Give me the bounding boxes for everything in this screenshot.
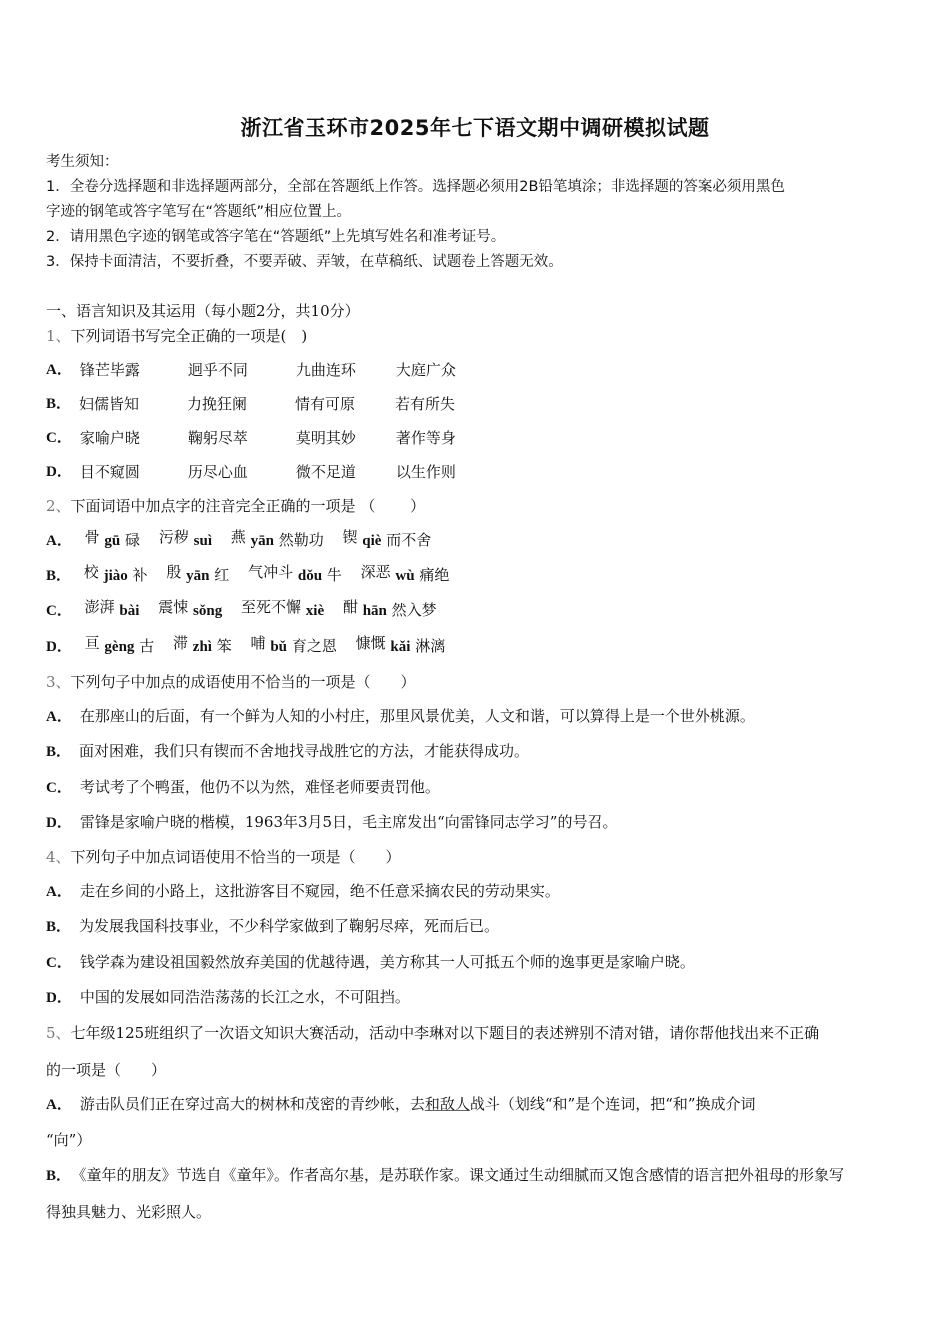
word-char: 亘 bbox=[84, 634, 100, 652]
option-letter: C． bbox=[46, 780, 72, 796]
option-letter: B． bbox=[46, 744, 72, 760]
q4-option-a[interactable] bbox=[46, 881, 560, 902]
pinyin: yān bbox=[186, 568, 210, 584]
option-word: 大庭广众 bbox=[395, 361, 456, 379]
question-text: 下列词语书写完全正确的一项是( ) bbox=[70, 327, 308, 345]
question-5-stem-cont: 的一项是（ ） bbox=[46, 1061, 167, 1079]
option-text: 考试考了个鸭蛋，他仍不以为然，难怪老师要责罚他。 bbox=[79, 778, 440, 796]
pinyin: sǒng bbox=[193, 603, 223, 619]
option-word: 妇儒皆知 bbox=[79, 395, 140, 413]
q1-option-d[interactable] bbox=[46, 462, 504, 482]
notice-item-2: 2．请用黑色字迹的钢笔或答字笔在“答题纸”上先填写姓名和准考证号。 bbox=[46, 229, 506, 245]
option-letter: A． bbox=[46, 362, 72, 378]
question-text: 下列句子中加点词语使用不恰当的一项是（ ） bbox=[70, 848, 401, 866]
word-char: 锲 bbox=[342, 528, 358, 546]
option-letter: B． bbox=[46, 568, 72, 584]
word-char: 哺 bbox=[250, 634, 266, 652]
option-letter: C． bbox=[46, 603, 72, 619]
option-letter: B． bbox=[46, 396, 72, 412]
q3-option-a[interactable] bbox=[46, 706, 755, 727]
option-word: 以生作则 bbox=[395, 463, 456, 481]
word-char: 而不舍 bbox=[386, 531, 432, 549]
option-text: 为发展我国科技事业，不少科学家做到了鞠躬尽瘁，死而后已。 bbox=[79, 917, 500, 935]
word-char: 淋漓 bbox=[415, 637, 446, 655]
word-char: 补 bbox=[132, 566, 148, 584]
option-text: 在那座山的后面，有一个鲜为人知的小村庄，那里风景优美，人文和谐，可以算得上是一个世外桃源。 bbox=[79, 707, 755, 725]
word-char: 痛绝 bbox=[419, 566, 450, 584]
question-2-stem bbox=[46, 496, 425, 516]
q1-option-b[interactable] bbox=[46, 394, 503, 414]
q5-option-b-cont: 得独具魅力、光彩照人。 bbox=[46, 1203, 212, 1221]
question-number: 4、 bbox=[46, 848, 71, 866]
option-word: 家喻户晓 bbox=[79, 429, 140, 447]
notice-item-3: 3．保持卡面清洁，不要折叠，不要弄破、弄皱，在草稿纸、试题卷上答题无效。 bbox=[46, 254, 563, 270]
q2-option-a[interactable] bbox=[46, 530, 445, 551]
option-word: 情有可原 bbox=[295, 395, 356, 413]
question-5-stem bbox=[46, 1023, 819, 1043]
question-number: 3、 bbox=[46, 673, 71, 691]
pinyin: dǒu bbox=[297, 568, 323, 584]
pinyin: bài bbox=[119, 603, 140, 619]
pinyin: bǔ bbox=[270, 639, 288, 655]
q1-option-a[interactable] bbox=[46, 360, 504, 380]
option-text: 雷锋是家喻户晓的楷模，1963年3月5日，毛主席发出“向雷锋同志学习”的号召。 bbox=[79, 813, 618, 831]
option-word: 目不窥圆 bbox=[79, 463, 140, 481]
question-1-stem bbox=[46, 326, 307, 346]
q2-option-c[interactable] bbox=[46, 600, 451, 621]
q1-option-c[interactable] bbox=[46, 428, 504, 448]
word-char: 震悚 bbox=[158, 598, 189, 616]
question-number: 2、 bbox=[46, 497, 71, 515]
option-letter: C． bbox=[46, 430, 72, 446]
question-number: 5、 bbox=[46, 1024, 71, 1042]
notice-item-1-cont: 字迹的钢笔或答字笔写在“答题纸”相应位置上。 bbox=[46, 204, 352, 220]
option-letter: A． bbox=[46, 533, 72, 549]
q5-option-a-cont: “向”） bbox=[46, 1131, 92, 1149]
word-char: 然勒功 bbox=[278, 531, 324, 549]
option-letter: A． bbox=[46, 884, 72, 900]
pinyin: zhì bbox=[192, 639, 212, 655]
section-heading: 一、语言知识及其运用（每小题2分，共10分） bbox=[46, 302, 360, 320]
q5-option-b[interactable] bbox=[46, 1165, 844, 1186]
question-text: 七年级125班组织了一次语文知识大赛活动，活动中李琳对以下题目的表述辨别不清对错，请你帮他找出来不正确 bbox=[70, 1024, 820, 1042]
option-text: 面对困难，我们只有锲而不舍地找寻战胜它的方法，才能获得成功。 bbox=[79, 742, 530, 760]
word-char: 污秽 bbox=[158, 528, 189, 546]
option-text: 战斗（划线“和”是个连词，把“和”换成介词 bbox=[469, 1095, 756, 1113]
q4-option-c[interactable] bbox=[46, 952, 695, 973]
option-word: 九曲连环 bbox=[295, 361, 356, 379]
pinyin: qiè bbox=[362, 533, 382, 549]
word-char: 牛 bbox=[326, 566, 342, 584]
pinyin: jiào bbox=[103, 568, 128, 584]
option-letter: B． bbox=[46, 1168, 72, 1184]
word-char: 校 bbox=[83, 563, 99, 581]
q4-option-d[interactable] bbox=[46, 987, 410, 1008]
option-text: 中国的发展如同浩浩荡荡的长江之水，不可阻挡。 bbox=[79, 988, 410, 1006]
option-word: 著作等身 bbox=[395, 429, 456, 447]
word-char: 酣 bbox=[342, 598, 358, 616]
pinyin: wù bbox=[395, 568, 415, 584]
pinyin: gū bbox=[104, 533, 121, 549]
q3-option-b[interactable] bbox=[46, 741, 529, 762]
question-4-stem bbox=[46, 847, 401, 867]
underlined-text: 和敌人 bbox=[424, 1095, 470, 1113]
option-word: 力挽狂阑 bbox=[187, 395, 248, 413]
word-char: 笨 bbox=[216, 637, 232, 655]
question-text: 下列句子中加点的成语使用不恰当的一项是（ ） bbox=[70, 673, 416, 691]
option-letter: B． bbox=[46, 919, 72, 935]
q2-option-d[interactable] bbox=[46, 636, 459, 657]
word-char: 气冲斗 bbox=[248, 563, 294, 581]
option-letter: D． bbox=[46, 815, 72, 831]
option-letter: D． bbox=[46, 639, 72, 655]
pinyin: suì bbox=[193, 533, 212, 549]
word-char: 滞 bbox=[173, 634, 189, 652]
word-char: 澎湃 bbox=[84, 598, 115, 616]
question-number: 1、 bbox=[46, 327, 71, 345]
word-char: 殷 bbox=[166, 563, 182, 581]
word-char: 深恶 bbox=[360, 563, 391, 581]
option-letter: A． bbox=[46, 1097, 72, 1113]
option-word: 历尽心血 bbox=[187, 463, 248, 481]
option-word: 迥乎不同 bbox=[187, 361, 248, 379]
pinyin: gèng bbox=[104, 639, 135, 655]
word-char: 育之恩 bbox=[291, 637, 337, 655]
option-word: 锋芒毕露 bbox=[79, 361, 140, 379]
pinyin: hān bbox=[362, 603, 387, 619]
q3-option-d[interactable] bbox=[46, 812, 617, 833]
option-text: 《童年的朋友》节选自《童年》。作者高尔基，是苏联作家。课文通过生动细腻而又饱含感情的语言把外祖母的形象写 bbox=[79, 1166, 845, 1184]
option-text: 走在乡间的小路上，这批游客目不窥园，绝不任意采摘农民的劳动果实。 bbox=[79, 882, 560, 900]
word-char: 至死不懈 bbox=[240, 598, 301, 616]
notice-heading: 考生须知： bbox=[46, 154, 119, 170]
notice-item-1: 1．全卷分选择题和非选择题两部分，全部在答题纸上作答。选择题必须用2B铅笔填涂；非选择题的答案必须用黑色 bbox=[46, 179, 785, 195]
option-text: 游击队员们正在穿过高大的树林和茂密的青纱帐，去 bbox=[79, 1095, 425, 1113]
word-char: 红 bbox=[214, 566, 230, 584]
pinyin: yān bbox=[250, 533, 274, 549]
option-word: 莫明其妙 bbox=[295, 429, 356, 447]
option-word: 微不足道 bbox=[295, 463, 356, 481]
option-letter: D． bbox=[46, 990, 72, 1006]
q3-option-c[interactable] bbox=[46, 777, 440, 798]
option-word: 若有所失 bbox=[395, 395, 456, 413]
option-letter: C． bbox=[46, 955, 72, 971]
pinyin: kǎi bbox=[390, 639, 411, 655]
option-letter: A． bbox=[46, 709, 72, 725]
question-3-stem bbox=[46, 672, 416, 692]
option-text: 钱学森为建设祖国毅然放弃美国的优越待遇，美方称其一人可抵五个师的逸事更是家喻户晓。 bbox=[79, 953, 695, 971]
q2-option-b[interactable] bbox=[46, 565, 463, 586]
page-title: 浙江省玉环市2025年七下语文期中调研模拟试题 bbox=[240, 116, 710, 140]
word-char: 燕 bbox=[230, 528, 246, 546]
word-char: 碌 bbox=[125, 531, 141, 549]
question-text: 下面词语中加点字的注音完全正确的一项是 （ ） bbox=[70, 497, 426, 515]
word-char: 然入梦 bbox=[391, 601, 437, 619]
q4-option-b[interactable] bbox=[46, 916, 499, 937]
word-char: 古 bbox=[139, 637, 155, 655]
option-word: 鞠躬尽萃 bbox=[187, 429, 248, 447]
pinyin: xiè bbox=[305, 603, 325, 619]
option-letter: D． bbox=[46, 464, 72, 480]
word-char: 骨 bbox=[84, 528, 100, 546]
word-char: 慷慨 bbox=[355, 634, 386, 652]
q5-option-a[interactable] bbox=[46, 1094, 756, 1115]
